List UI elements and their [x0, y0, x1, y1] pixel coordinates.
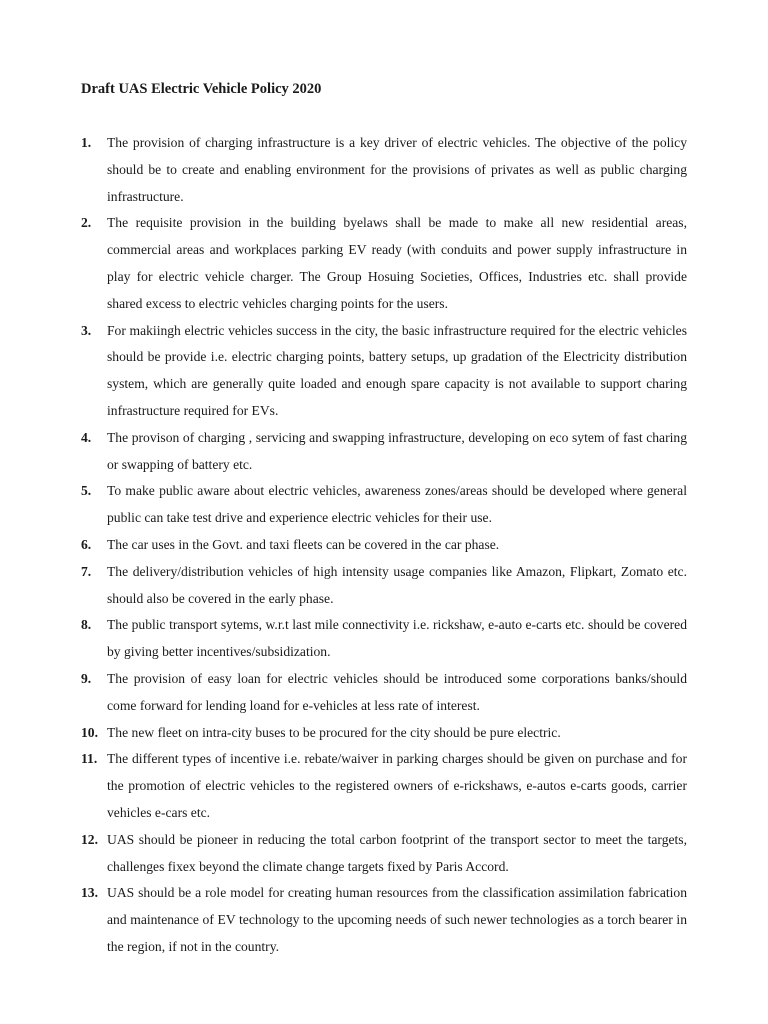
item-number: 7. [81, 563, 92, 579]
list-item [81, 559, 687, 613]
list-item [81, 880, 687, 960]
item-text: UAS should be a role model for creating human resources from the classification assimilation fabrication and maintenance of EV technology to the upcoming needs of such newer technologies as a torch bearer in the region, if not in the country. [107, 885, 687, 954]
item-text: The requisite provision in the building byelaws shall be made to make all new residential areas, commercial areas and workplaces parking EV ready (with conduits and power supply infrastructure in play for electric vehicle charger. The Group Hosuing Societies, Offices, Industries etc. shall provide shared excess to electric vehicles charging points for the users. [107, 215, 687, 311]
list-item [81, 666, 687, 720]
item-text: The provison of charging , servicing and swapping infrastructure, developing on eco sytem of fast charing or swapping of battery etc. [107, 429, 687, 472]
document-title: Draft UAS Electric Vehicle Policy 2020 [81, 81, 322, 97]
item-number: 9. [81, 670, 92, 686]
policy-list [81, 130, 687, 961]
item-text: The new fleet on intra-city buses to be procured for the city should be pure electric. [107, 724, 561, 740]
item-number: 11. [81, 751, 98, 767]
item-text: The provision of charging infrastructure is a key driver of electric vehicles. The objective of the policy should be to create and enabling environment for the provisions of privates as well as public charging infrastructure. [107, 135, 687, 204]
item-number: 10. [81, 724, 98, 740]
list-item [81, 130, 687, 210]
list-item [81, 746, 687, 826]
list-item [81, 318, 687, 425]
list-item [81, 478, 687, 532]
item-number: 13. [81, 885, 98, 901]
item-number: 12. [81, 831, 98, 847]
item-text: For makiingh electric vehicles success in the city, the basic infrastructure required for the electric vehicles should be provide i.e. electric charging points, battery setups, up gradation of the Electricity distribution system, which are generally quite loaded and enough spare capacity is not available to support charing infrastructure required for EVs. [107, 322, 687, 418]
item-number: 4. [81, 429, 92, 445]
item-number: 2. [81, 215, 92, 231]
item-text: The car uses in the Govt. and taxi fleets can be covered in the car phase. [107, 536, 500, 552]
list-item [81, 210, 687, 317]
item-text: The different types of incentive i.e. rebate/waiver in parking charges should be given on purchase and for the promotion of electric vehicles to the registered owners of e-rickshaws, e-autos e-carts goods, carrier vehicles e-cars etc. [107, 751, 687, 820]
list-item [81, 612, 687, 666]
item-text: UAS should be pioneer in reducing the total carbon footprint of the transport sector to meet the targets, challenges fixex beyond the climate change targets fixed by Paris Accord. [107, 831, 687, 874]
item-number: 3. [81, 322, 92, 338]
item-text: To make public aware about electric vehicles, awareness zones/areas should be developed where general public can take test drive and experience electric vehicles for their use. [107, 483, 687, 526]
item-number: 5. [81, 483, 92, 499]
item-text: The public transport sytems, w.r.t last mile connectivity i.e. rickshaw, e-auto e-carts etc. should be covered by giving better incentives/subsidization. [107, 617, 687, 660]
list-item [81, 827, 687, 881]
item-text: The delivery/distribution vehicles of high intensity usage companies like Amazon, Flipkart, Zomato etc. should also be covered in the early phase. [107, 563, 687, 606]
item-number: 6. [81, 536, 92, 552]
item-number: 8. [81, 617, 92, 633]
item-text: The provision of easy loan for electric vehicles should be introduced some corporations banks/should come forward for lending loand for e-vehicles at less rate of interest. [107, 670, 687, 713]
item-number: 1. [81, 135, 92, 150]
list-item [81, 532, 687, 559]
list-item [81, 425, 687, 479]
list-item [81, 720, 687, 747]
